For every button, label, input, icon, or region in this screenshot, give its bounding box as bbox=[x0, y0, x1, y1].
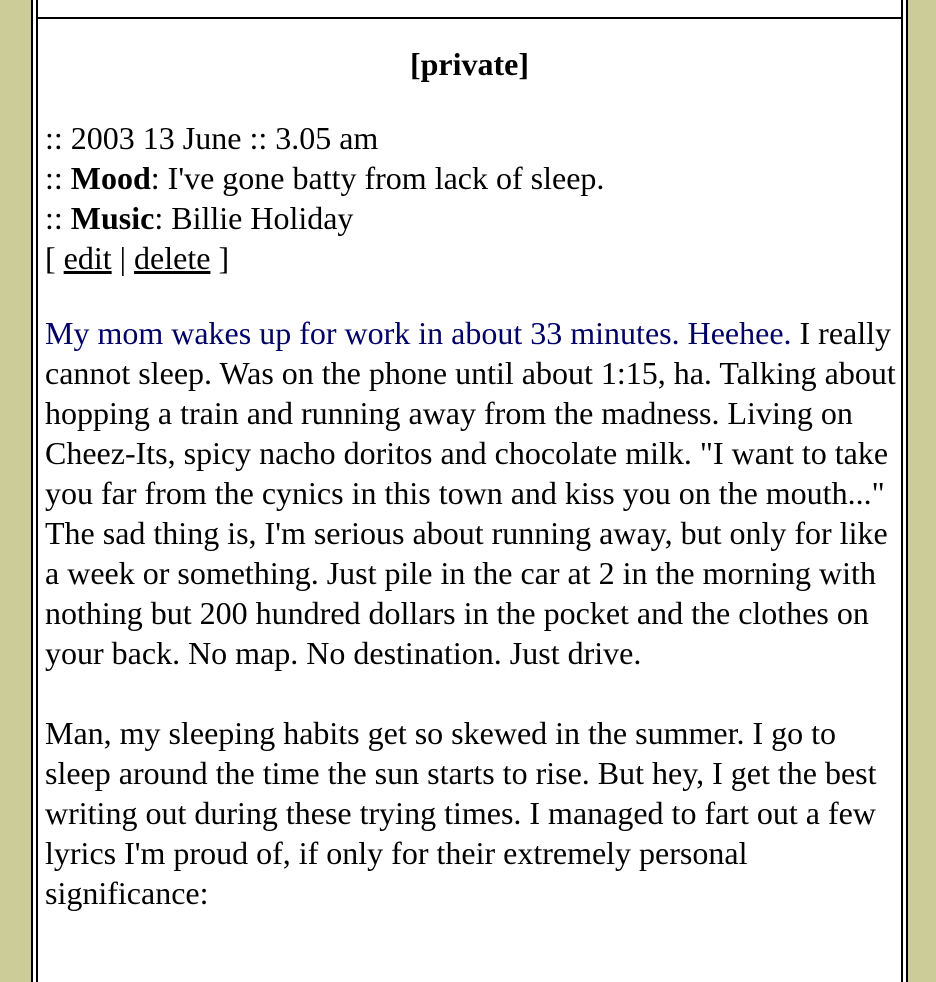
paragraph-spacer bbox=[45, 673, 900, 713]
top-divider bbox=[38, 17, 901, 19]
delete-link[interactable]: delete bbox=[134, 240, 211, 276]
entry-paragraph-2: Man, my sleeping habits get so skewed in the summer. I go to sleep around the time the sun starts to rise. But hey, I get the best writing out during these trying times. I managed to fart out a few lyrics I'm proud of, if only for their extremely personal significance: bbox=[45, 715, 877, 911]
entry-meta bbox=[45, 118, 604, 278]
music-label: Music bbox=[70, 200, 155, 236]
entry-date: :: 2003 13 June :: 3.05 am bbox=[45, 120, 379, 156]
entry-frame bbox=[31, 0, 908, 982]
actions-close-bracket: ] bbox=[210, 240, 230, 276]
entry-paragraph-1 bbox=[45, 313, 900, 673]
entry-actions bbox=[45, 238, 604, 278]
mood-label: Mood bbox=[70, 160, 151, 196]
frame-inner-gap bbox=[33, 0, 906, 982]
mood-value: : I've gone batty from lack of sleep. bbox=[150, 160, 605, 196]
entry-paragraph-1-text: I really cannot sleep. Was on the phone until about 1:15, ha. Talking about hopping a train and running away from the madness. Living on Cheez-Its, spicy nacho doritos and chocolate milk. "I want to take you far from the cynics in this town and kiss you on the mouth..." The sad thing is, I'm serious about running away, but only for like a week or something. Just pile in the car at 2 in the morning with nothing but 200 hundred dollars in the pocket and the clothes on your back. No map. No destination. Just drive. bbox=[45, 315, 896, 671]
music-value: : Billie Holiday bbox=[154, 200, 354, 236]
music-prefix: :: bbox=[45, 200, 71, 236]
actions-open-bracket: [ bbox=[45, 240, 64, 276]
edit-link[interactable]: edit bbox=[63, 240, 112, 276]
entry-lead-sentence: My mom wakes up for work in about 33 minutes. Heehee. bbox=[45, 315, 792, 351]
entry-music bbox=[45, 198, 604, 238]
entry-body bbox=[45, 313, 900, 913]
journal-entry-panel bbox=[36, 0, 903, 982]
mood-prefix: :: bbox=[45, 160, 71, 196]
entry-title: [private] bbox=[409, 46, 530, 82]
actions-separator: | bbox=[111, 240, 135, 276]
entry-mood bbox=[45, 158, 604, 198]
